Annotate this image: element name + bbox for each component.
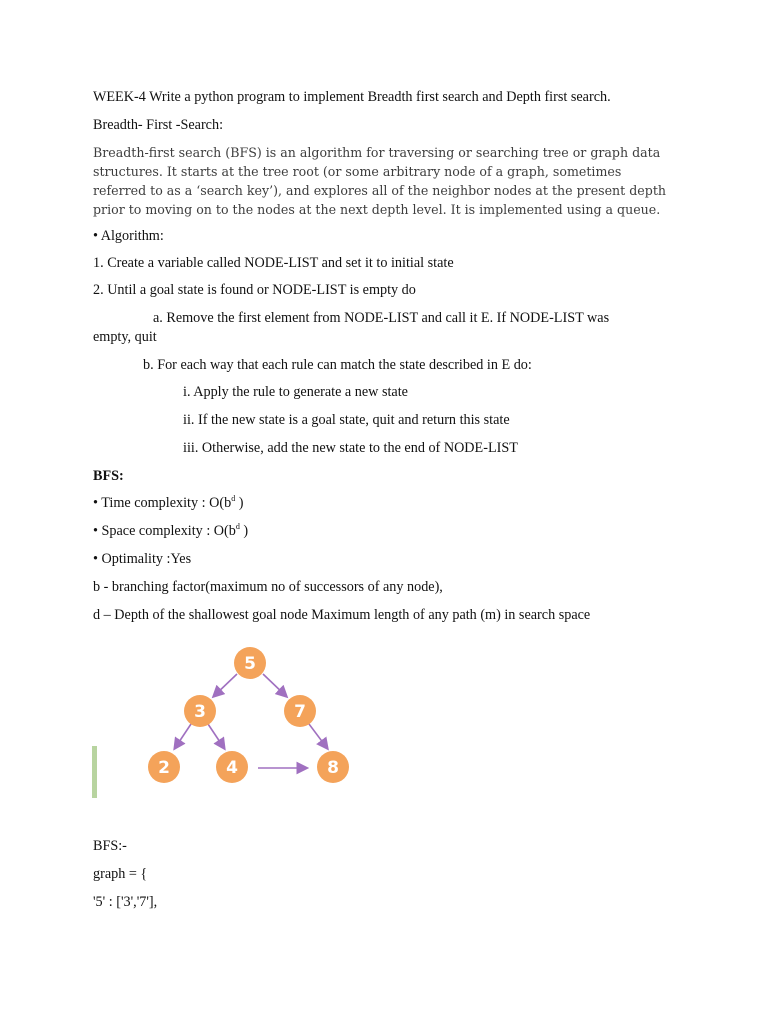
edge-3-2 <box>175 724 191 748</box>
svg-text:2: 2 <box>158 758 170 778</box>
page-title: WEEK-4 Write a python program to implement Breadth first search and Depth first search. <box>93 89 611 105</box>
algorithm-label: • Algorithm: <box>93 228 164 244</box>
tree-node-8 <box>317 751 349 783</box>
code-line-2: '5' : ['3','7'], <box>93 894 158 910</box>
svg-text:8: 8 <box>327 758 339 778</box>
bfs-heading: BFS: <box>93 468 124 484</box>
margin-bar <box>92 746 97 798</box>
tree-node-5 <box>234 647 266 679</box>
svg-text:3: 3 <box>194 702 206 722</box>
algorithm-step-2: 2. Until a goal state is found or NODE-LIST is empty do <box>93 282 416 298</box>
tree-node-2 <box>148 751 180 783</box>
code-label: BFS:- <box>93 838 127 854</box>
bfs-description: Breadth-first search (BFS) is an algorithm for traversing or searching tree or graph data structures. It starts at the tree root (or some arbitrary node of a graph, sometimes referred to as a ‘search key’), and explores all of the neighbor nodes at the present depth prior to moving on to the nodes at the next depth level. It is implemented using a queue. <box>93 145 666 217</box>
tree-node-3 <box>184 695 216 727</box>
algorithm-step-2a-cont: empty, quit <box>93 329 157 345</box>
tree-node-7 <box>284 695 316 727</box>
algorithm-sub-ii: ii. If the new state is a goal state, quit and return this state <box>183 412 510 428</box>
svg-text:4: 4 <box>226 758 238 778</box>
algorithm-step-2b: b. For each way that each rule can match the state described in E do: <box>143 357 532 373</box>
code-line-1: graph = { <box>93 866 148 882</box>
svg-text:5: 5 <box>244 654 256 674</box>
tree-node-4 <box>216 751 248 783</box>
algorithm-sub-i: i. Apply the rule to generate a new state <box>183 384 408 400</box>
algorithm-sub-iii: iii. Otherwise, add the new state to the end of NODE-LIST <box>183 440 518 456</box>
algorithm-step-1: 1. Create a variable called NODE-LIST and set it to initial state <box>93 255 454 271</box>
edge-5-3 <box>214 674 237 696</box>
section-heading: Breadth- First -Search: <box>93 117 224 133</box>
bfs-tree-diagram <box>90 640 370 805</box>
algorithm-step-2a: a. Remove the first element from NODE-LIST and call it E. If NODE-LIST was <box>153 310 610 326</box>
branching-factor-definition: b - branching factor(maximum no of successors of any node), <box>93 579 443 595</box>
svg-text:7: 7 <box>294 702 306 722</box>
edge-3-4 <box>208 724 224 748</box>
depth-definition: d – Depth of the shallowest goal node Maximum length of any path (m) in search space <box>93 607 591 623</box>
optimality: • Optimality :Yes <box>93 551 192 567</box>
space-complexity: • Space complexity : $O(b^d$ ) <box>93 522 249 539</box>
edge-7-8 <box>309 724 327 748</box>
edge-5-7 <box>263 674 286 696</box>
time-complexity: • Time complexity : $O(b^d$ ) <box>93 494 244 511</box>
